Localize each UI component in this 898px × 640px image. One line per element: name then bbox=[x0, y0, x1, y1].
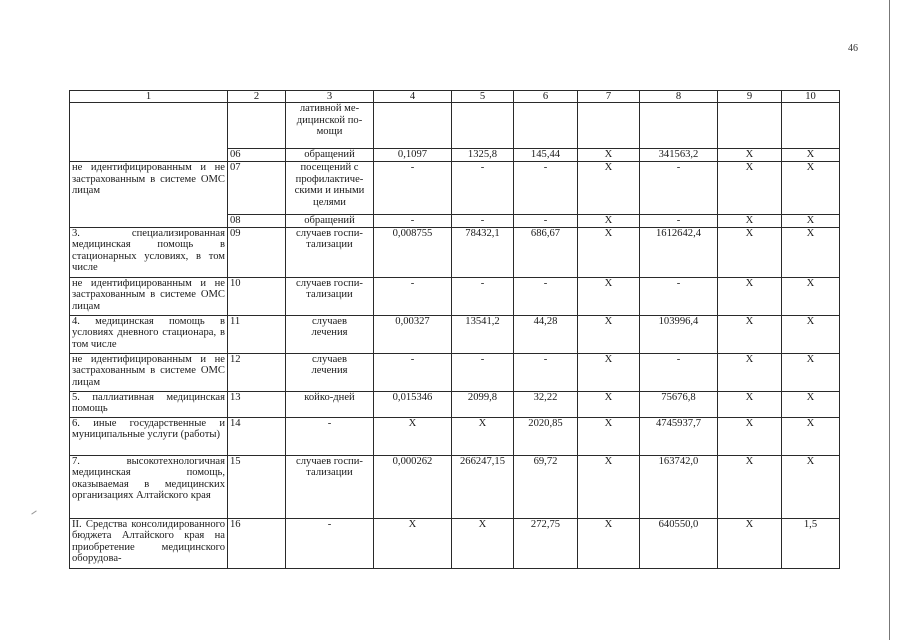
cell-col7: X bbox=[578, 353, 640, 391]
cell-col5: X bbox=[452, 518, 514, 568]
row-name: 4. медицинская помощь в условиях дневного стационара, в том числе bbox=[70, 315, 228, 353]
cell-col10: X bbox=[782, 391, 840, 417]
column-number: 2 bbox=[228, 91, 286, 103]
cell-col9: X bbox=[718, 455, 782, 518]
cell-col6: - bbox=[514, 215, 578, 228]
data-table bbox=[69, 90, 840, 569]
row-code: 14 bbox=[228, 417, 286, 455]
cell-col5: - bbox=[452, 353, 514, 391]
cell-col4: 0,008755 bbox=[374, 227, 452, 277]
cell-col9: X bbox=[718, 149, 782, 162]
cell-col5: - bbox=[452, 215, 514, 228]
cell-col10: X bbox=[782, 227, 840, 277]
cell-col4: 0,000262 bbox=[374, 455, 452, 518]
cell-col6: 272,75 bbox=[514, 518, 578, 568]
cell-col4: 0,00327 bbox=[374, 315, 452, 353]
cell-col8: 1612642,4 bbox=[640, 227, 718, 277]
cell-col6: 32,22 bbox=[514, 391, 578, 417]
cell-col6: 2020,85 bbox=[514, 417, 578, 455]
cell-col8: - bbox=[640, 215, 718, 228]
cell-col7: X bbox=[578, 162, 640, 215]
row-code: 10 bbox=[228, 277, 286, 315]
row-unit: обращений bbox=[286, 215, 374, 228]
cell-col7: X bbox=[578, 215, 640, 228]
cell-col6: - bbox=[514, 162, 578, 215]
column-number: 9 bbox=[718, 91, 782, 103]
cell-col9: X bbox=[718, 315, 782, 353]
cell-col7: X bbox=[578, 417, 640, 455]
cell-col10: X bbox=[782, 417, 840, 455]
cell-col9: X bbox=[718, 215, 782, 228]
cell-col7: X bbox=[578, 149, 640, 162]
cell-col9: X bbox=[718, 353, 782, 391]
row-unit: случаев лечения bbox=[286, 315, 374, 353]
row-unit: посещений с профилактиче- скими и иными целями bbox=[286, 162, 374, 215]
cell-col8: - bbox=[640, 353, 718, 391]
row-code: 08 bbox=[228, 215, 286, 228]
cell-col5 bbox=[452, 103, 514, 149]
cell-col5: - bbox=[452, 277, 514, 315]
table-row bbox=[70, 277, 840, 315]
cell-col9: X bbox=[718, 162, 782, 215]
row-code bbox=[228, 103, 286, 149]
column-number: 8 bbox=[640, 91, 718, 103]
cell-col8: 341563,2 bbox=[640, 149, 718, 162]
cell-col4: - bbox=[374, 277, 452, 315]
cell-col8: 4745937,7 bbox=[640, 417, 718, 455]
table-row bbox=[70, 315, 840, 353]
cell-col8: - bbox=[640, 162, 718, 215]
cell-col6 bbox=[514, 103, 578, 149]
row-unit: - bbox=[286, 417, 374, 455]
cell-col10: X bbox=[782, 315, 840, 353]
table-row bbox=[70, 391, 840, 417]
row-unit: койко-дней bbox=[286, 391, 374, 417]
cell-col9: X bbox=[718, 417, 782, 455]
cell-col6: 145,44 bbox=[514, 149, 578, 162]
cell-col7 bbox=[578, 103, 640, 149]
row-name bbox=[70, 103, 228, 162]
column-number: 1 bbox=[70, 91, 228, 103]
row-code: 11 bbox=[228, 315, 286, 353]
row-unit: случаев госпи- тализации bbox=[286, 227, 374, 277]
cell-col7: X bbox=[578, 518, 640, 568]
cell-col8 bbox=[640, 103, 718, 149]
cell-col6: 69,72 bbox=[514, 455, 578, 518]
cell-col5: X bbox=[452, 417, 514, 455]
cell-col8: 103996,4 bbox=[640, 315, 718, 353]
table-row bbox=[70, 162, 840, 215]
row-unit: случаев лечения bbox=[286, 353, 374, 391]
cell-col10: X bbox=[782, 149, 840, 162]
cell-col4: - bbox=[374, 353, 452, 391]
cell-col4: X bbox=[374, 518, 452, 568]
row-name: не идентифицированным и не застрахованным в системе ОМС лицам bbox=[70, 353, 228, 391]
cell-col5: 13541,2 bbox=[452, 315, 514, 353]
row-name: не идентифицированным и не застрахованным в системе ОМС лицам bbox=[70, 162, 228, 228]
cell-col8: 163742,0 bbox=[640, 455, 718, 518]
cell-col8: 640550,0 bbox=[640, 518, 718, 568]
cell-col8: 75676,8 bbox=[640, 391, 718, 417]
cell-col5: 1325,8 bbox=[452, 149, 514, 162]
row-unit: - bbox=[286, 518, 374, 568]
cell-col7: X bbox=[578, 391, 640, 417]
cell-col8: - bbox=[640, 277, 718, 315]
row-name: не идентифицированным и не застрахованным в системе ОМС лицам bbox=[70, 277, 228, 315]
row-name: 3. специализированная медицинская помощь в стационарных условиях, в том числе bbox=[70, 227, 228, 277]
table-row bbox=[70, 103, 840, 149]
cell-col7: X bbox=[578, 227, 640, 277]
column-number: 10 bbox=[782, 91, 840, 103]
column-number: 5 bbox=[452, 91, 514, 103]
row-name: 5. паллиативная медицинская помощь bbox=[70, 391, 228, 417]
cell-col4: 0,015346 bbox=[374, 391, 452, 417]
scan-edge-line bbox=[889, 0, 890, 640]
cell-col10: X bbox=[782, 455, 840, 518]
cell-col7: X bbox=[578, 315, 640, 353]
cell-col5: 266247,15 bbox=[452, 455, 514, 518]
cell-col10: 1,5 bbox=[782, 518, 840, 568]
cell-col5: 78432,1 bbox=[452, 227, 514, 277]
cell-col5: - bbox=[452, 162, 514, 215]
cell-col7: X bbox=[578, 277, 640, 315]
table-row bbox=[70, 353, 840, 391]
row-code: 15 bbox=[228, 455, 286, 518]
cell-col10: X bbox=[782, 277, 840, 315]
cell-col10: X bbox=[782, 353, 840, 391]
cell-col10 bbox=[782, 103, 840, 149]
cell-col9: X bbox=[718, 227, 782, 277]
column-number: 6 bbox=[514, 91, 578, 103]
row-code: 07 bbox=[228, 162, 286, 215]
column-number: 4 bbox=[374, 91, 452, 103]
row-unit: случаев госпи- тализации bbox=[286, 277, 374, 315]
row-code: 16 bbox=[228, 518, 286, 568]
table-row bbox=[70, 227, 840, 277]
cell-col10: X bbox=[782, 162, 840, 215]
cell-col4 bbox=[374, 103, 452, 149]
cell-col4: 0,1097 bbox=[374, 149, 452, 162]
row-unit: лативной ме- дицинской по- мощи bbox=[286, 103, 374, 149]
row-code: 13 bbox=[228, 391, 286, 417]
cell-col6: 686,67 bbox=[514, 227, 578, 277]
cell-col4: - bbox=[374, 215, 452, 228]
cell-col6: - bbox=[514, 277, 578, 315]
page-number: 46 bbox=[848, 43, 858, 54]
column-number: 3 bbox=[286, 91, 374, 103]
cell-col7: X bbox=[578, 455, 640, 518]
column-number-row bbox=[70, 91, 840, 103]
cell-col9: X bbox=[718, 391, 782, 417]
cell-col10: X bbox=[782, 215, 840, 228]
row-name: 7. высокотехнологичная медицинская помощь, оказываемая в медицинских организациях Алтайского края bbox=[70, 455, 228, 518]
cell-col6: - bbox=[514, 353, 578, 391]
table-row bbox=[70, 417, 840, 455]
row-unit: обращений bbox=[286, 149, 374, 162]
cell-col4: - bbox=[374, 162, 452, 215]
cell-col4: X bbox=[374, 417, 452, 455]
cell-col9: X bbox=[718, 518, 782, 568]
table-row bbox=[70, 455, 840, 518]
table-row bbox=[70, 518, 840, 568]
row-code: 06 bbox=[228, 149, 286, 162]
cell-col6: 44,28 bbox=[514, 315, 578, 353]
column-number: 7 bbox=[578, 91, 640, 103]
row-name: 6. иные государственные и муниципальные услуги (работы) bbox=[70, 417, 228, 455]
row-name: II. Средства консолидированного бюджета Алтайского края на приобретение медицинского оборудова- bbox=[70, 518, 228, 568]
row-code: 09 bbox=[228, 227, 286, 277]
cell-col9: X bbox=[718, 277, 782, 315]
row-unit: случаев госпи- тализации bbox=[286, 455, 374, 518]
cell-col5: 2099,8 bbox=[452, 391, 514, 417]
row-code: 12 bbox=[228, 353, 286, 391]
scan-stray-mark bbox=[31, 510, 36, 514]
cell-col9 bbox=[718, 103, 782, 149]
